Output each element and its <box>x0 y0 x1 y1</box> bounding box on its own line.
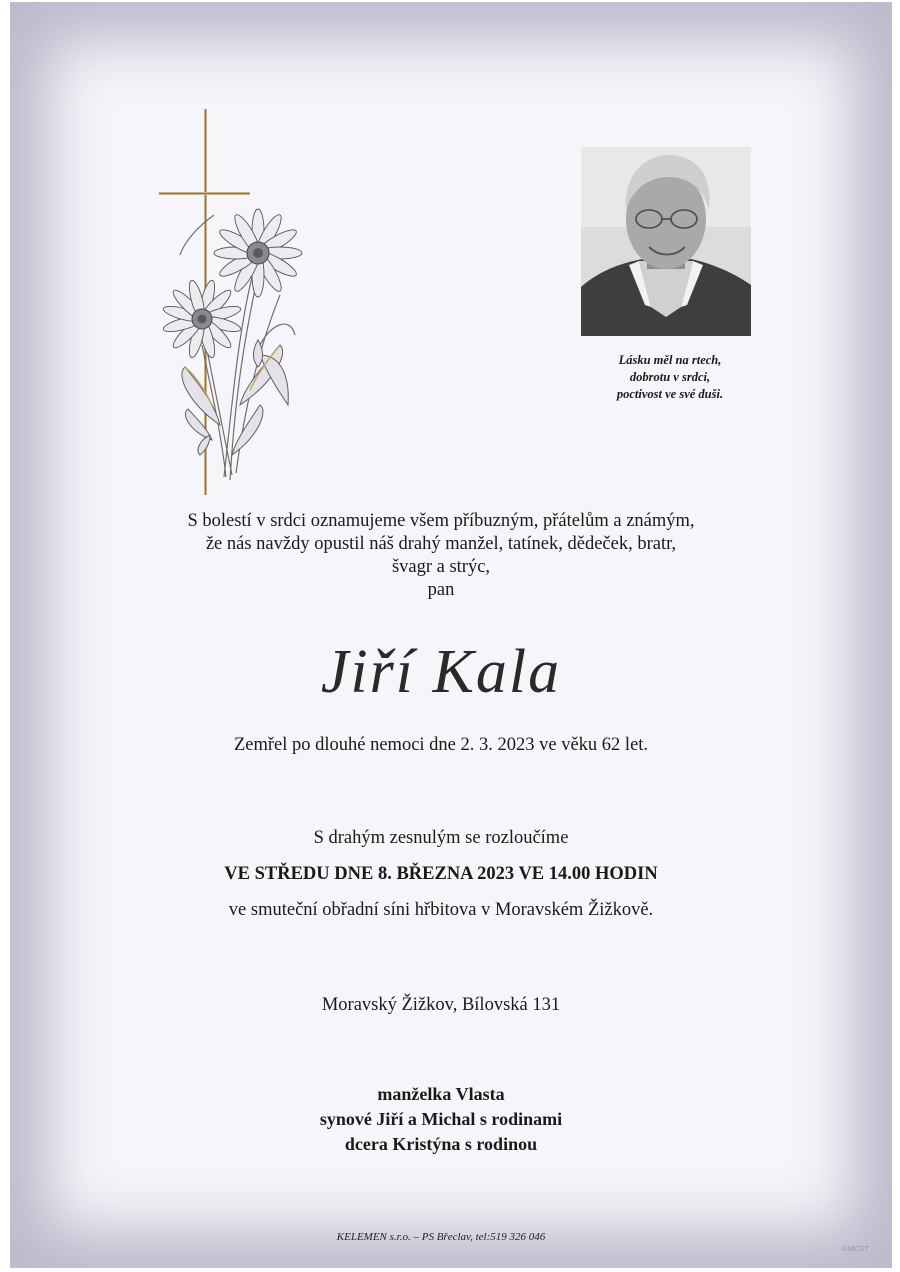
deceased-name: Jiří Kala <box>320 638 562 706</box>
funeral-service-footer: KELEMEN s.r.o. – PS Břeclav, tel:519 326 046 <box>336 1231 546 1243</box>
address: Moravský Žižkov, Bílovská 131 <box>321 995 561 1015</box>
motto-line: poctivost ve své duši. <box>616 387 724 401</box>
motto <box>570 352 770 403</box>
mourners <box>100 1082 782 1157</box>
mourner-line: dcera Kristýna s rodinou <box>344 1134 538 1154</box>
announcement-line: švagr a strýc, <box>391 557 491 577</box>
announcement-text <box>100 510 782 602</box>
death-notice: Zemřel po dlouhé nemoci dne 2. 3. 2023 ve věku 62 let. <box>233 735 649 755</box>
cross-with-flowers-icon <box>140 105 320 500</box>
mourner-line: manželka Vlasta <box>377 1084 505 1104</box>
announcement-line: S bolestí v srdci oznamujeme všem příbuzným, přátelům a známým, <box>187 511 695 531</box>
farewell-datetime: VE STŘEDU DNE 8. BŘEZNA 2023 VE 14.00 HODIN <box>224 864 658 884</box>
portrait-photo <box>581 147 751 336</box>
farewell-place: ve smuteční obřadní síni hřbitova v Moravském Žižkově. <box>228 900 654 920</box>
announcement-line: pan <box>427 580 455 600</box>
mourner-line: synové Jiří a Michal s rodinami <box>319 1109 563 1129</box>
copyright-stamp: ©MCST <box>842 1244 869 1253</box>
announcement-line: že nás navždy opustil náš drahý manžel, tatínek, dědeček, bratr, <box>205 534 677 554</box>
motto-line: dobrotu v srdci, <box>629 370 711 384</box>
farewell-intro: S drahým zesnulým se rozloučíme <box>313 828 569 848</box>
motto-line: Lásku měl na rtech, <box>618 353 722 367</box>
